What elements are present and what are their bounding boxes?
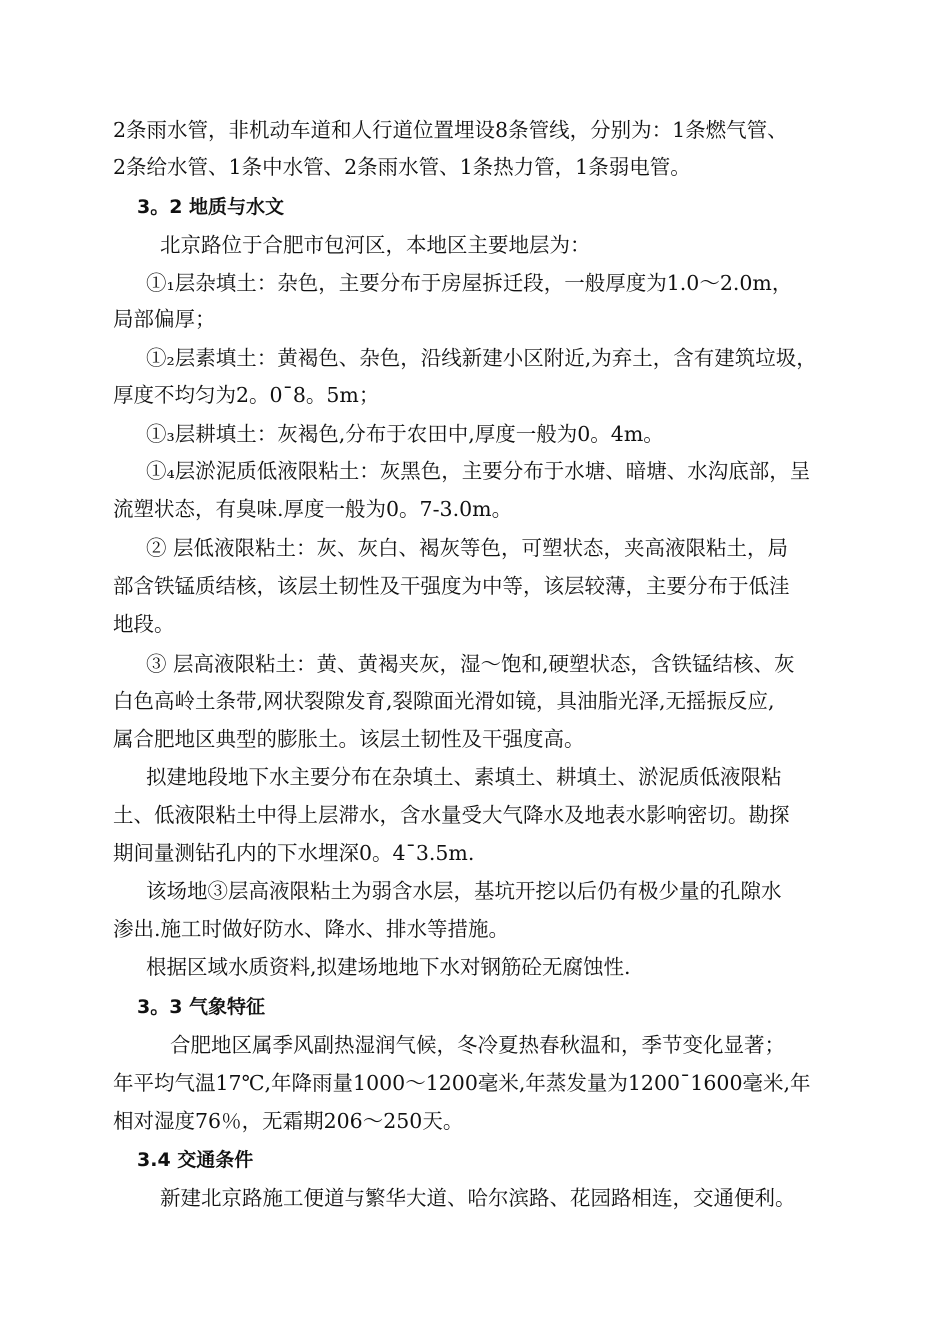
- paragraph-line: 地段。: [113, 612, 175, 636]
- paragraph-line: 北京路位于合肥市包河区，本地区主要地层为：: [160, 233, 591, 257]
- paragraph-line: 土、低液限粘土中得上层滞水，含水量受大气降水及地表水影响密切。勘探: [113, 803, 790, 827]
- paragraph-line: 拟建地段地下水主要分布在杂填土、素填土、耕填土、淤泥质低液限粘: [146, 765, 782, 789]
- paragraph-line: 合肥地区属季风副热湿润气候，冬冷夏热春秋温和，季节变化显著；: [170, 1033, 785, 1057]
- paragraph-line: ①₃层耕填土：灰褐色,分布于农田中,厚度一般为0。4m。: [146, 422, 664, 446]
- paragraph-line: 流塑状态，有臭味.厚度一般为0。7-3.0m。: [113, 497, 513, 521]
- paragraph-line: 根据区域水质资料,拟建场地地下水对钢筋砼无腐蚀性.: [146, 955, 631, 979]
- section-heading-3-4: 3.4 交通条件: [137, 1149, 254, 1171]
- paragraph-line: 期间量测钻孔内的下水埋深0。4¯3.5m.: [113, 841, 475, 865]
- paragraph-line: 厚度不均匀为2。0¯8。5m；: [113, 383, 380, 407]
- paragraph-line: ①₂层素填土：黄褐色、杂色，沿线新建小区附近,为弃土，含有建筑垃圾，: [146, 346, 817, 370]
- paragraph-line: ③ 层高液限粘土：黄、黄褐夹灰，湿～饱和,硬塑状态，含铁锰结核、灰: [146, 652, 795, 676]
- paragraph-line: 相对湿度76％，无霜期206～250天。: [113, 1109, 464, 1133]
- section-heading-3-3: 3。3 气象特征: [137, 996, 266, 1018]
- paragraph-line: ①₄层淤泥质低液限粘土：灰黑色，主要分布于水塘、暗塘、水沟底部，呈: [146, 459, 811, 483]
- paragraph-line: ② 层低液限粘土：灰、灰白、褐灰等色，可塑状态，夹高液限粘土，局: [146, 536, 789, 560]
- paragraph-line: 部含铁锰质结核，该层土韧性及干强度为中等，该层较薄，主要分布于低洼: [113, 574, 790, 598]
- paragraph-line: 该场地③层高液限粘土为弱含水层，基坑开挖以后仍有极少量的孔隙水: [146, 879, 782, 903]
- paragraph-line: 白色高岭土条带,网状裂隙发育,裂隙面光滑如镜，具油脂光泽,无摇振反应,: [113, 689, 775, 713]
- paragraph-line: ①₁层杂填土：杂色，主要分布于房屋拆迁段，一般厚度为1.0～2.0m，: [146, 271, 793, 295]
- paragraph-line: 2条给水管、1条中水管、2条雨水管、1条热力管，1条弱电管。: [113, 155, 691, 179]
- paragraph-line: 2条雨水管，非机动车道和人行道位置埋设8条管线，分别为：1条燃气管、: [113, 118, 788, 142]
- paragraph-line: 局部偏厚；: [113, 307, 216, 331]
- paragraph-line: 属合肥地区典型的膨胀土。该层土韧性及干强度高。: [113, 727, 585, 751]
- paragraph-line: 年平均气温17℃,年降雨量1000～1200毫米,年蒸发量为1200¯1600毫米,年: [113, 1071, 811, 1095]
- section-heading-3-2: 3。2 地质与水文: [137, 196, 285, 218]
- paragraph-line: 渗出.施工时做好防水、降水、排水等措施。: [113, 917, 510, 941]
- paragraph-line: 新建北京路施工便道与繁华大道、哈尔滨路、花园路相连，交通便利。: [160, 1186, 796, 1210]
